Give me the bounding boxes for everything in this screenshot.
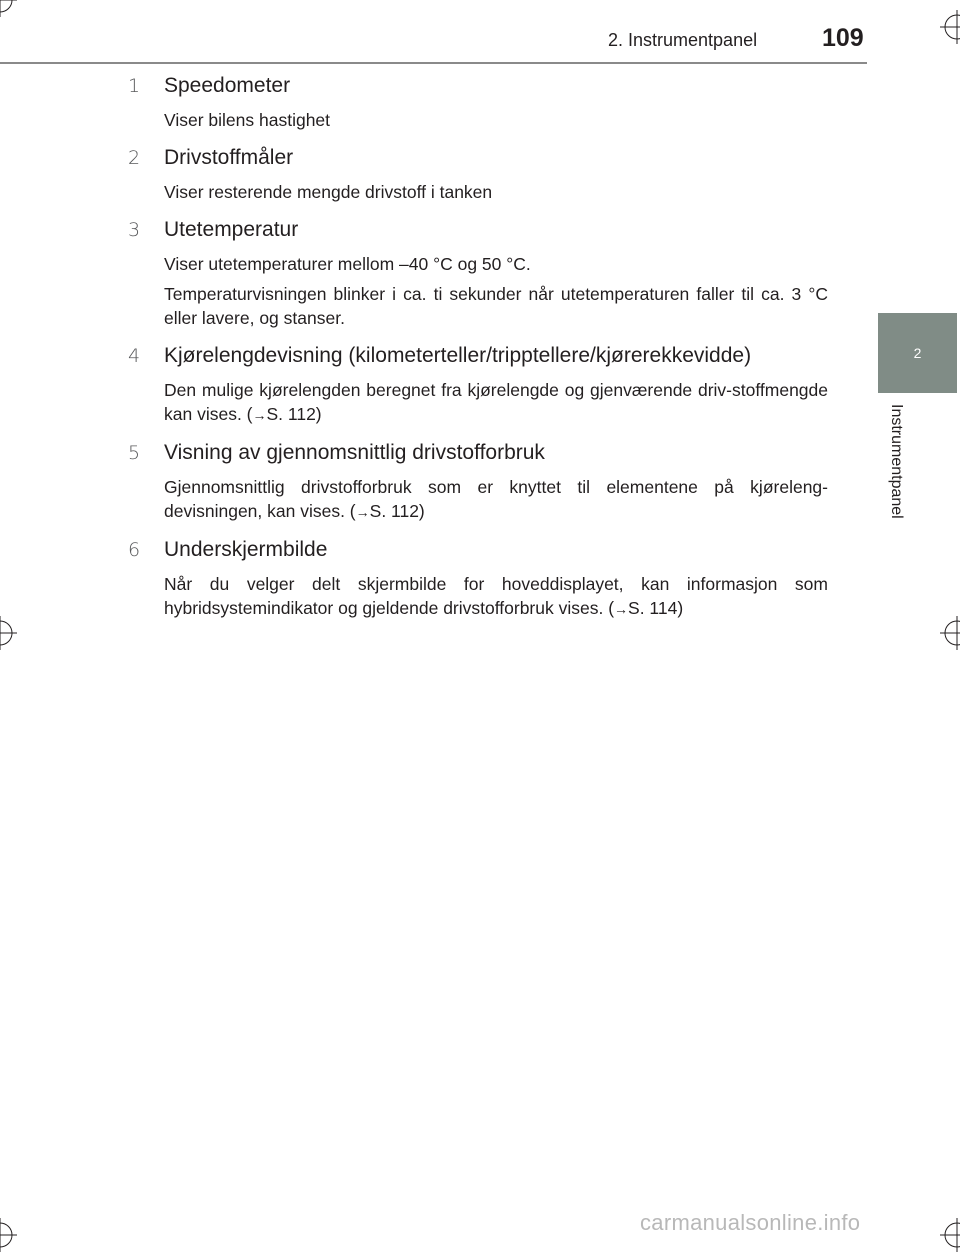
- crop-mark-icon: [0, 1218, 17, 1252]
- item-title: Drivstoffmåler: [164, 146, 294, 169]
- item-number: 2: [128, 147, 141, 169]
- item-number: 3: [128, 219, 141, 241]
- chapter-tab[interactable]: [878, 313, 957, 393]
- item-description: Viser bilens hastighet: [164, 110, 331, 130]
- arrow-right-icon: →: [614, 601, 629, 617]
- chapter-label: Instrumentpanel: [888, 404, 905, 519]
- item-description-text: Når du velger delt skjermbilde for hoveddisplayet, kan informasjon som hybridsystemindikator og gjeldende drivstofforbruk vises. (: [164, 574, 828, 618]
- list-item: [128, 216, 828, 330]
- list-item: [128, 536, 828, 621]
- arrow-right-icon: →: [355, 504, 370, 520]
- item-number: 6: [128, 539, 141, 561]
- list-item: [128, 144, 828, 204]
- list-item: [128, 72, 828, 132]
- watermark: carmanualsonline.info: [640, 1210, 861, 1235]
- header-divider: [0, 62, 867, 64]
- list-item: [128, 342, 828, 427]
- chapter-number: 2: [913, 345, 922, 361]
- section-title: 2. Instrumentpanel: [608, 30, 758, 50]
- item-description-text: Den mulige kjørelengden beregnet fra kjørelengde og gjenværende driv-stoffmengde kan vises. (: [164, 380, 828, 424]
- crop-mark-icon: [940, 616, 960, 650]
- page-reference-link[interactable]: S. 112): [369, 501, 425, 521]
- item-number: 4: [128, 345, 141, 367]
- item-description: [164, 378, 828, 427]
- list-item: [128, 439, 828, 524]
- item-description-text: Gjennomsnittlig drivstofforbruk som er knyttet til elementene på kjøreleng-devisningen, kan vises. (: [164, 477, 828, 521]
- item-title: Speedometer: [164, 74, 291, 97]
- item-title: Utetemperatur: [164, 218, 299, 241]
- item-title: Visning av gjennomsnittlig drivstofforbruk: [164, 441, 545, 464]
- item-description: [164, 475, 828, 524]
- crop-mark-icon: [0, 616, 17, 650]
- page-reference-link[interactable]: S. 114): [628, 598, 684, 618]
- item-description: [164, 572, 828, 621]
- item-title: Kjørelengdevisning (kilometerteller/tripptellere/kjørerekkevidde): [164, 344, 752, 367]
- item-description: Temperaturvisningen blinker i ca. ti sekunder når utetemperaturen faller til ca. 3 °C eller lavere, og stanser.: [164, 284, 828, 328]
- item-description: Viser resterende mengde drivstoff i tanken: [164, 182, 493, 202]
- crop-mark-icon: [0, 0, 17, 17]
- page-number: 109: [822, 24, 864, 52]
- item-title: Underskjermbilde: [164, 538, 328, 561]
- item-number: 1: [128, 75, 141, 97]
- item-number: 5: [128, 442, 141, 464]
- item-list: [128, 72, 828, 633]
- arrow-right-icon: →: [252, 407, 267, 423]
- item-description: Viser utetemperaturer mellom –40 °C og 50 °C.: [164, 254, 531, 274]
- page-reference-link[interactable]: S. 112): [266, 404, 322, 424]
- crop-mark-icon: [940, 10, 960, 44]
- crop-mark-icon: [940, 1218, 960, 1252]
